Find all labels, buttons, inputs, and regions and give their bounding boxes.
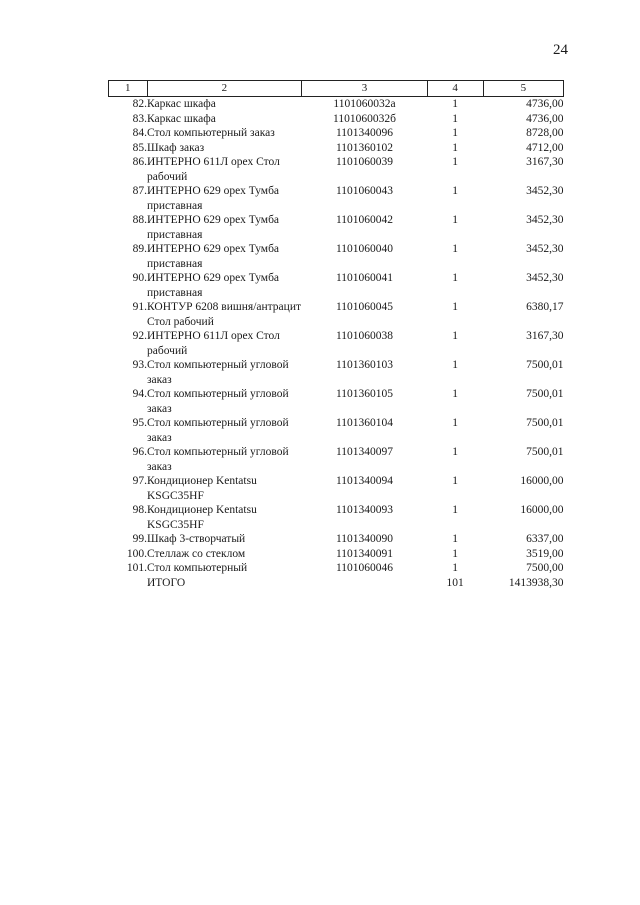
row-number: 100. [126,547,147,560]
amount: 3452,30 [526,185,564,197]
amount: 7500,00 [526,562,564,574]
inventory-number: 1101340093 [335,504,394,516]
row-number: 95. [132,417,147,429]
amount: 7500,01 [526,417,564,429]
table-row [109,141,564,156]
row-number: 86. [132,156,147,168]
amount: 16000,00 [520,504,564,516]
table-row [109,358,564,387]
item-name: Кондиционер Kentatsu KSGC35HF [147,475,257,502]
quantity: 1 [452,504,459,516]
header-col-1: 1 [109,81,148,97]
quantity: 1 [452,141,459,154]
inventory-number: 1101360103 [335,359,394,371]
table-row [109,329,564,358]
total-quantity: 101 [446,576,464,589]
item-name: Стол компьютерный угловой заказ [147,417,289,444]
inventory-number: 1101340094 [335,475,394,487]
inventory-number: 1101060046 [335,562,394,574]
row-number: 90. [132,272,147,284]
amount: 7500,01 [526,388,564,400]
header-col-2: 2 [147,81,302,97]
quantity: 1 [452,112,459,125]
header-col-3: 3 [302,81,427,97]
header-col-4: 4 [427,81,483,97]
amount: 3167,30 [526,330,564,342]
quantity: 1 [452,272,459,284]
amount: 3452,30 [526,272,564,284]
item-name: Стол компьютерный угловой заказ [147,446,289,473]
page-number: 24 [553,42,568,58]
row-number: 98. [132,504,147,516]
table-body [109,97,564,591]
quantity: 1 [452,301,459,313]
item-name: Стол компьютерный заказ [147,127,275,139]
item-name: Стол компьютерный угловой заказ [147,359,289,386]
inventory-number: 1101060038 [335,330,394,342]
quantity: 1 [452,547,459,560]
amount: 6380,17 [526,301,564,313]
inventory-number: 1101060032б [333,112,396,125]
item-name: Шкаф заказ [147,141,205,154]
item-name: Стеллаж со стеклом [147,547,246,560]
amount: 3452,30 [526,214,564,226]
quantity: 1 [452,388,459,400]
quantity: 1 [452,562,459,574]
quantity: 1 [452,243,459,255]
total-spacer [109,576,148,591]
row-number: 84. [132,127,147,139]
table-row [109,561,564,576]
header-col-5: 5 [483,81,563,97]
amount: 16000,00 [520,475,564,487]
quantity: 1 [452,533,459,545]
table-row [109,271,564,300]
table-row [109,155,564,184]
quantity: 1 [452,185,459,197]
inventory-number: 1101060040 [335,243,394,255]
quantity: 1 [452,98,459,110]
quantity: 1 [452,156,459,168]
table-row [109,532,564,547]
inventory-number: 1101360105 [335,388,394,400]
table-row [109,474,564,503]
inventory-number: 1101340096 [335,127,394,139]
item-name: ИНТЕРНО 629 орех Тумба приставная [147,272,280,299]
inventory-number: 1101060039 [335,156,394,168]
amount: 4736,00 [526,98,564,110]
quantity: 1 [452,359,459,371]
row-number: 92. [132,330,147,342]
quantity: 1 [452,127,459,139]
amount: 7500,01 [526,359,564,371]
table-row [109,445,564,474]
quantity: 1 [452,214,459,226]
table-row [109,112,564,127]
row-number: 96. [132,446,147,458]
quantity: 1 [452,475,459,487]
row-number: 97. [132,475,147,487]
row-number: 93. [132,359,147,371]
total-row [109,576,564,591]
inventory-number: 1101340097 [335,446,394,458]
table-row [109,503,564,532]
row-number: 88. [132,214,147,226]
inventory-number: 1101060032а [333,98,396,110]
item-name: ИНТЕРНО 611Л орех Стол рабочий [147,156,280,183]
table-row [109,97,564,112]
table-row [109,184,564,213]
row-number: 89. [132,243,147,255]
item-name: Стол компьютерный угловой заказ [147,388,289,415]
item-name: ИНТЕРНО 629 орех Тумба приставная [147,214,280,241]
item-name: ИНТЕРНО 629 орех Тумба приставная [147,243,280,270]
quantity: 1 [452,417,459,429]
item-name: Каркас шкафа [147,98,216,110]
amount: 3519,00 [526,547,564,560]
table-row [109,242,564,271]
total-spacer-2 [302,576,427,591]
row-number: 83. [132,112,147,125]
row-number: 101. [126,562,147,574]
amount: 3167,30 [526,156,564,168]
table-row [109,300,564,329]
table-row [109,416,564,445]
table-row [109,387,564,416]
amount: 8728,00 [526,127,564,139]
inventory-number: 1101060041 [335,272,394,284]
item-name: ИНТЕРНО 629 орех Тумба приставная [147,185,280,212]
total-label: ИТОГО [147,576,186,589]
amount: 7500,01 [526,446,564,458]
amount: 3452,30 [526,243,564,255]
table-header-row [109,81,564,97]
item-name: ИНТЕРНО 611Л орех Стол рабочий [147,330,280,357]
item-name: Каркас шкафа [147,112,216,125]
total-amount: 1413938,30 [508,576,564,589]
amount: 4712,00 [526,141,564,154]
quantity: 1 [452,330,459,342]
item-name: КОНТУР 6208 вишня/антрацит Стол рабочий [147,301,301,328]
inventory-number: 1101340091 [335,547,394,560]
table-row [109,547,564,562]
item-name: Шкаф 3-створчатый [147,533,246,545]
item-name: Кондиционер Kentatsu KSGC35HF [147,504,257,531]
inventory-number: 1101060042 [335,214,394,226]
table-row [109,213,564,242]
row-number: 87. [132,185,147,197]
row-number: 85. [132,141,147,154]
amount: 6337,00 [526,533,564,545]
quantity: 1 [452,446,459,458]
inventory-number: 1101360104 [335,417,394,429]
table-row [109,126,564,141]
amount: 4736,00 [526,112,564,125]
inventory-table [108,80,564,590]
inventory-number: 1101060043 [335,185,394,197]
row-number: 99. [132,533,147,545]
row-number: 94. [132,388,147,400]
inventory-number: 1101340090 [335,533,394,545]
inventory-number: 1101060045 [335,301,394,313]
item-name: Стол компьютерный [147,562,248,574]
row-number: 82. [132,98,147,110]
row-number: 91. [132,301,147,313]
inventory-number: 1101360102 [335,141,394,154]
